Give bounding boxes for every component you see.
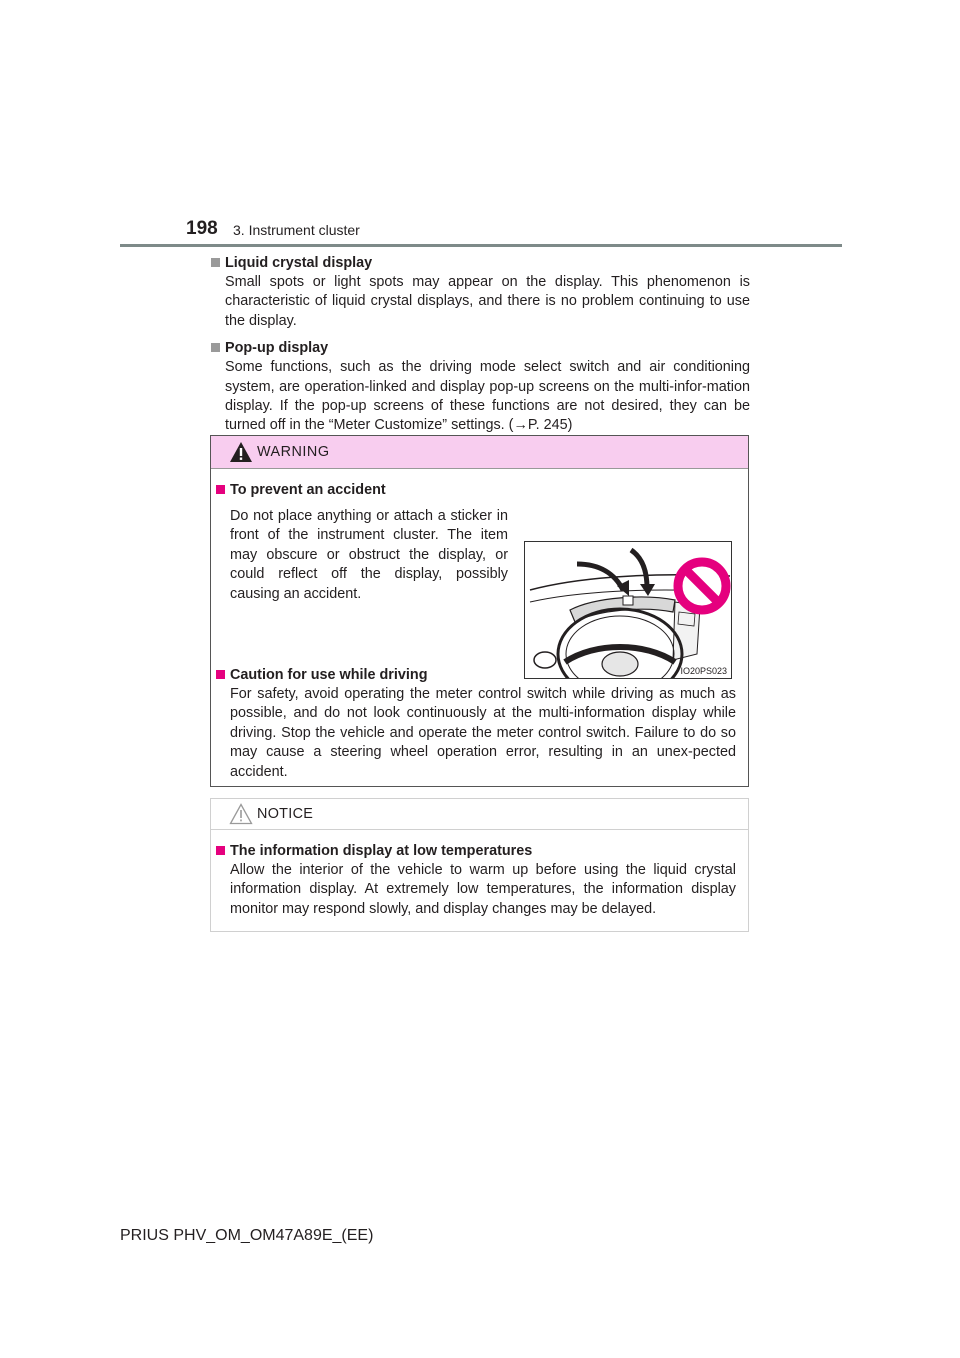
topic-body: Small spots or light spots may appear on the display. This phenomenon is characteristic of liquid crystal displays, and there is no problem continuing to use the display. xyxy=(225,274,750,329)
notice-item-heading xyxy=(215,842,736,861)
dashboard-sticker-prohibited-image xyxy=(525,542,731,678)
notice-item-title: The information display at low temperatures xyxy=(230,843,533,859)
topic-heading xyxy=(210,339,750,358)
bullet-square-icon xyxy=(216,846,225,855)
instrument-cluster-illustration xyxy=(524,541,732,679)
topic-popup-display xyxy=(210,339,750,436)
document-code: PRIUS PHV_OM_OM47A89E_(EE) xyxy=(120,1227,374,1244)
notice-triangle-icon xyxy=(229,803,253,825)
section-title: 3. Instrument cluster xyxy=(233,222,360,238)
main-content xyxy=(210,254,750,444)
header-rule xyxy=(120,244,842,247)
topic-liquid-crystal xyxy=(210,254,750,331)
illustration-code: IO20PS023 xyxy=(680,666,727,676)
bullet-square-icon xyxy=(216,485,225,494)
warning-label: WARNING xyxy=(257,444,330,460)
warning-item-title: To prevent an accident xyxy=(230,482,386,498)
warning-item-heading xyxy=(215,481,736,500)
notice-box xyxy=(210,798,749,932)
warning-header xyxy=(211,436,748,469)
topic-title: Pop-up display xyxy=(225,340,329,357)
bullet-square-icon xyxy=(216,670,225,679)
topic-title: Liquid crystal display xyxy=(225,255,373,271)
notice-header xyxy=(211,799,748,830)
bullet-square-icon xyxy=(211,343,220,352)
warning-body xyxy=(211,469,748,782)
warning-item-body: For safety, avoid operating the meter control switch while driving as much as possible, and do not look continuously at the multi-information display while driving. Stop the vehicle and operate the meter control switch. Failure to do so may cause a steering wheel operation error, resulting in an unex-pected accident. xyxy=(230,686,736,780)
notice-item-body: Allow the interior of the vehicle to warm up before using the liquid crystal information display. At extremely low temperatures, the information display monitor may respond slowly, and display changes may be delayed. xyxy=(230,862,736,917)
bullet-square-icon xyxy=(211,258,220,267)
page-number: 198 xyxy=(186,218,218,239)
topic-body: Some functions, such as the driving mode select switch and air conditioning system, are operation-linked and display pop-up screens on the multi-infor-mation display. If the pop-up screens of these functions are not desired, they can be turned off in the “Meter Customize” settings. (→P. 245) xyxy=(225,359,750,434)
notice-body xyxy=(211,830,748,919)
warning-item-caution xyxy=(215,666,736,782)
topic-heading xyxy=(210,254,750,273)
warning-triangle-icon xyxy=(229,441,253,463)
warning-item-title: Caution for use while driving xyxy=(230,667,428,683)
warning-box xyxy=(210,435,749,787)
notice-label: NOTICE xyxy=(257,806,314,822)
warning-item-body: Do not place anything or attach a sticker in front of the instrument cluster. The item may obscure or obstruct the display, or could reflect off the display, possibly causing an accident. xyxy=(230,508,508,602)
